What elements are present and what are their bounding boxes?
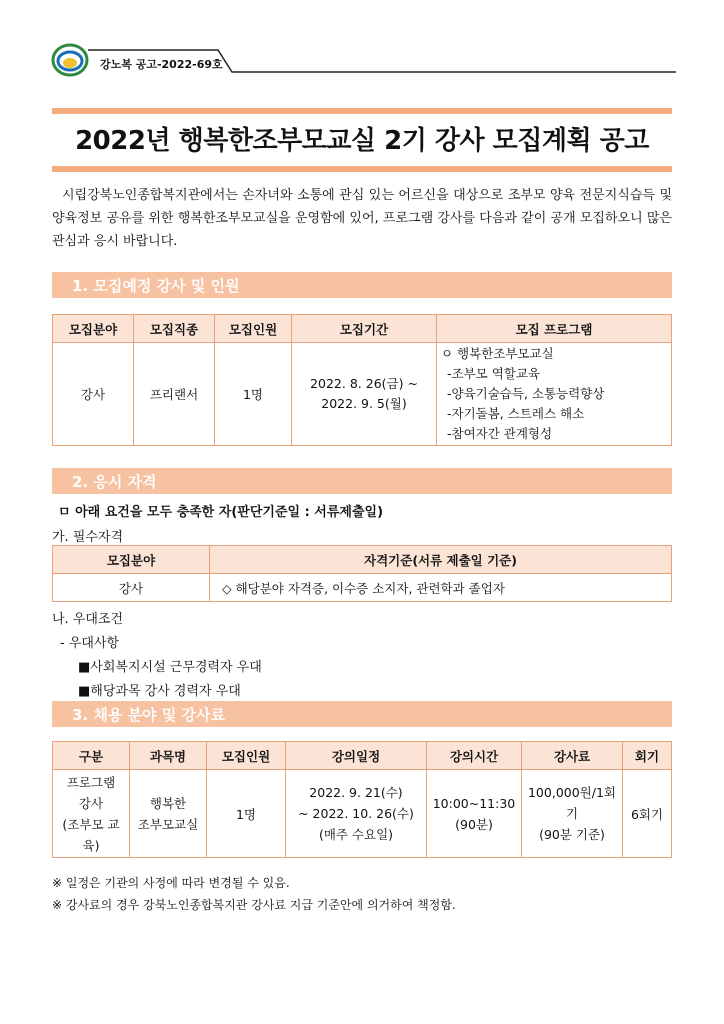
col-header: 모집기간 xyxy=(292,315,437,343)
criteria-cell: ◇ 해당분야 자격증, 이수증 소지자, 관련학과 졸업자 xyxy=(210,574,672,602)
col-header: 모집분야 xyxy=(53,546,210,574)
field-cell: 강사 xyxy=(53,574,210,602)
col-header: 구분 xyxy=(53,742,130,770)
requirement-text: ㅁ 아래 요건을 모두 충족한 자(판단기준일 : 서류제출일) xyxy=(58,505,384,520)
document-number: 강노복 공고-2022-69호 xyxy=(100,58,223,71)
col-header: 자격기준(서류 제출일 기준) xyxy=(210,546,672,574)
col-header: 강의시간 xyxy=(427,742,522,770)
count-cell: 1명 xyxy=(215,343,292,446)
section-1-heading: 1. 모집예정 강사 및 인원 xyxy=(52,272,672,298)
note-fee: ※ 강사료의 경우 강북노인종합복지관 강사료 지급 기준안에 의거하여 책정함. xyxy=(52,898,456,912)
col-header: 강사료 xyxy=(522,742,623,770)
col-header: 모집분야 xyxy=(53,315,134,343)
table-row xyxy=(53,770,672,858)
col-header: 모집인원 xyxy=(207,742,286,770)
subheading-required: 가. 필수자격 xyxy=(52,530,124,545)
table-row xyxy=(53,343,672,446)
col-header: 모집직종 xyxy=(134,315,215,343)
period-cell: 2022. 8. 26(금) ~ 2022. 9. 5(월) xyxy=(292,343,437,446)
pref-item: ■사회복지시설 근무경력자 우대 xyxy=(78,660,262,675)
job-cell: 프리랜서 xyxy=(134,343,215,446)
fee-table xyxy=(52,741,672,858)
note-schedule: ※ 일정은 기관의 사정에 따라 변경될 수 있음. xyxy=(52,876,290,890)
sessions-cell: 6회기 xyxy=(623,770,672,858)
count-cell: 1명 xyxy=(207,770,286,858)
title-top-bar xyxy=(52,108,672,114)
fee-cell: 100,000원/1회기 (90분 기준) xyxy=(522,770,623,858)
col-header: 과목명 xyxy=(130,742,207,770)
table-row xyxy=(53,574,672,602)
subject-cell: 행복한 조부모교실 xyxy=(130,770,207,858)
col-header: 모집인원 xyxy=(215,315,292,343)
program-cell: ㅇ 행복한조부모교실 -조부모 역할교육 -양육기술습득, 소통능력향상 -자기돌봄, 스트레스 해소 -참여자간 관계형성 xyxy=(437,343,672,446)
schedule-cell: 2022. 9. 21(수) ~ 2022. 10. 26(수) (매주 수요일) xyxy=(286,770,427,858)
qualification-table xyxy=(52,545,672,602)
title-bottom-bar xyxy=(52,166,672,172)
pref-title: - 우대사항 xyxy=(60,636,120,651)
time-cell: 10:00~11:30 (90분) xyxy=(427,770,522,858)
recruitment-table xyxy=(52,314,672,446)
section-3-heading: 3. 채용 분야 및 강사료 xyxy=(52,701,672,727)
field-cell: 강사 xyxy=(53,343,134,446)
intro-paragraph: 시립강북노인종합복지관에서는 손자녀와 소통에 관심 있는 어르신을 대상으로 조부모 양육 전문지식습득 및 양육정보 공유를 위한 행복한조부모교실을 운영함에 있어, 프로그램 강사를 다음과 같이 공개 모집하오니 많은 관심과 응시 바랍니다. xyxy=(52,188,672,249)
category-cell: 프로그램 강사 (조부모 교육) xyxy=(53,770,130,858)
col-header: 회기 xyxy=(623,742,672,770)
col-header: 모집 프로그램 xyxy=(437,315,672,343)
header-tab-line xyxy=(40,44,680,76)
pref-item: ■해당과목 강사 경력자 우대 xyxy=(78,684,241,699)
page-title: 2022년 행복한조부모교실 2기 강사 모집계획 공고 xyxy=(75,126,649,156)
subheading-preferred: 나. 우대조건 xyxy=(52,612,124,627)
section-2-heading: 2. 응시 자격 xyxy=(52,468,672,494)
col-header: 강의일정 xyxy=(286,742,427,770)
